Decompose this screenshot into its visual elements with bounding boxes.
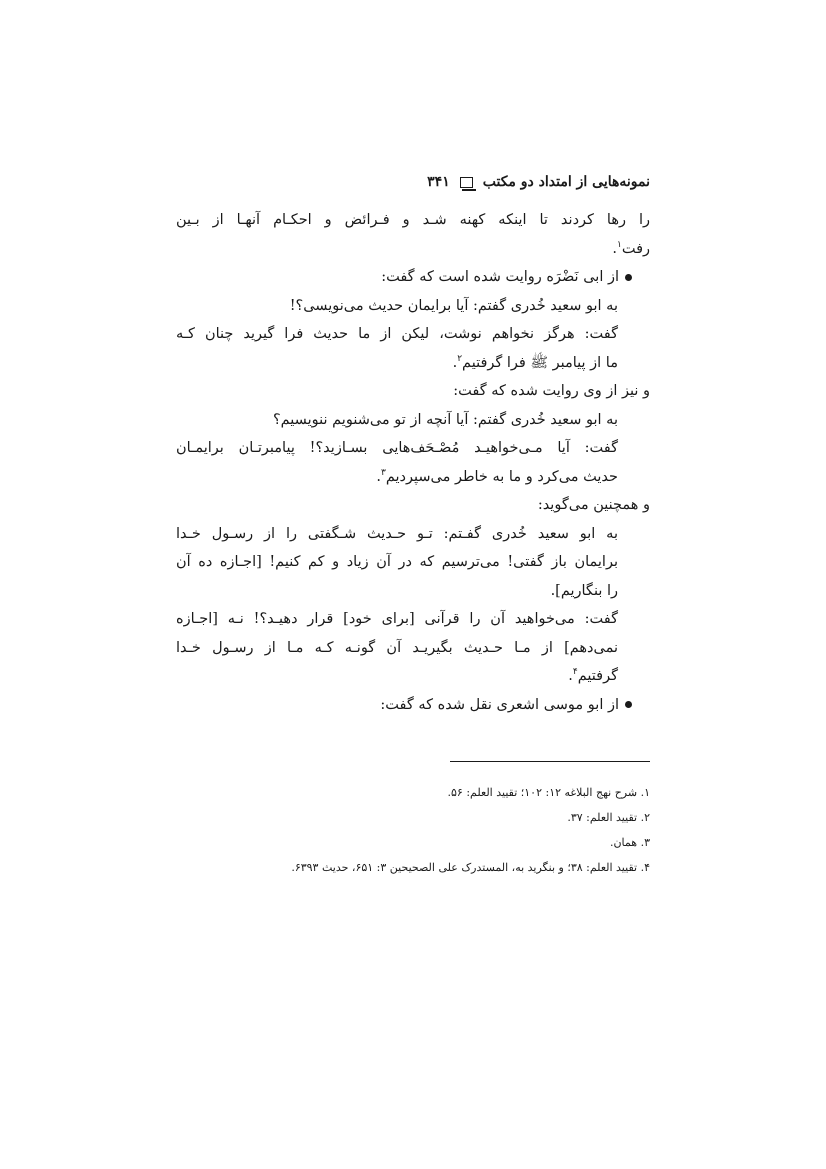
footnote-marker: ۲ bbox=[457, 353, 463, 364]
footnote: ۲. تقیید العلم: ۳۷. bbox=[567, 811, 650, 824]
page-number: ۳۴۱ bbox=[427, 174, 450, 190]
text-line bbox=[176, 548, 650, 577]
text-line bbox=[176, 605, 650, 634]
text-line-content: برایمان باز گفتی! می‌ترسیم که در آن زیاد و کم کنیم! [اجـازه ده آن bbox=[176, 554, 618, 570]
text-line-content: گفت: آیا مـی‌خواهیـد مُصْـحَف‌هایی بسـازید؟! پیامبرتـان برایمـان bbox=[176, 440, 618, 456]
text-line-content: نمی‌دهم] از مـا حـدیث بگیریـد آن گونـه کـه مـا از رسـول خـدا bbox=[176, 639, 618, 656]
text-line-content: به ابو سعید خُدری گفتم: آیا آنچه از تو می‌شنویم ننویسیم؟ bbox=[272, 411, 618, 428]
text-line bbox=[176, 349, 650, 378]
body-text bbox=[176, 206, 650, 719]
text-line-content: ما از پیامبر ﷺ فرا گرفتیم bbox=[462, 354, 618, 371]
text-line bbox=[176, 320, 650, 349]
text-line-content: به ابو سعید خُدری گفتم: آیا برایمان حدیث می‌نویسی؟! bbox=[289, 297, 618, 314]
text-line bbox=[176, 691, 650, 720]
text-line-content: گفت: می‌خواهید آن را قرآنی [برای خود] قرار دهیـد؟! نـه [اجـازه bbox=[176, 611, 618, 627]
text-line bbox=[176, 662, 650, 691]
text-line-content: و همچنین می‌گوید: bbox=[537, 497, 650, 513]
text-line-end: . bbox=[568, 668, 573, 684]
text-line bbox=[176, 235, 650, 264]
text-line bbox=[176, 406, 650, 435]
footnotes bbox=[176, 780, 650, 880]
text-line-end: . bbox=[612, 240, 617, 257]
footnote-divider bbox=[450, 761, 650, 762]
text-line-content: و نیز از وی روایت شده که گفت: bbox=[453, 383, 650, 399]
text-line-content: را بنگاریم]. bbox=[550, 582, 618, 599]
text-line bbox=[176, 434, 650, 463]
text-line bbox=[176, 520, 650, 549]
text-line-end: . bbox=[452, 354, 458, 371]
text-line bbox=[176, 377, 650, 406]
text-line bbox=[176, 634, 650, 663]
filled-circle-bullet-icon bbox=[625, 701, 632, 708]
text-line-content: به ابو سعید خُدری گفـتم: تـو حـدیث شـگفتی را از رسـول خـدا bbox=[176, 525, 618, 542]
footnote-marker: ۳ bbox=[381, 467, 386, 478]
footnote: ۴. تقیید العلم: ۳۸؛ و بنگرید به، المستدرک علی الصحیحین ۳: ۶۵۱، حدیث ۶۳۹۳. bbox=[291, 861, 650, 874]
footnote: ۱. شرح نهج البلاغه ۱۲: ۱۰۲؛ تقیید العلم: ۵۶. bbox=[447, 786, 650, 799]
text-line-content: گرفتیم bbox=[577, 668, 618, 684]
book-page bbox=[176, 168, 650, 880]
text-line-content: حدیث می‌کرد و ما به خاطر می‌سپردیم bbox=[385, 468, 618, 485]
text-line bbox=[176, 263, 650, 292]
text-line-end: . bbox=[376, 468, 381, 485]
running-header bbox=[176, 168, 650, 196]
footnote-marker: ۱ bbox=[616, 239, 622, 250]
text-line bbox=[176, 463, 650, 492]
text-line bbox=[176, 292, 650, 321]
text-line-content: گفت: هرگز نخواهم نوشت، لیکن از ما حدیث فرا گیرید چنان کـه bbox=[176, 326, 618, 342]
text-line bbox=[176, 206, 650, 235]
running-header-title: نمونه‌هایی از امتداد دو مکتب bbox=[482, 174, 650, 190]
square-box-icon bbox=[460, 177, 473, 188]
text-line bbox=[176, 577, 650, 606]
text-line bbox=[176, 491, 650, 520]
text-line-content: از ابو موسی اشعری نقل شده که گفت: bbox=[380, 696, 619, 713]
text-line-content: از ابی نَضْرَه روایت شده است که گفت: bbox=[381, 269, 619, 285]
text-line-content: را رها کردند تا اینکه کهنه شـد و فـرائض و احکـام آنهـا از بـین bbox=[176, 212, 650, 228]
footnote-marker: ۴ bbox=[572, 667, 578, 678]
footnote: ۳. همان. bbox=[609, 836, 650, 849]
text-line-content: رفت bbox=[621, 240, 650, 257]
filled-circle-bullet-icon bbox=[625, 274, 632, 281]
